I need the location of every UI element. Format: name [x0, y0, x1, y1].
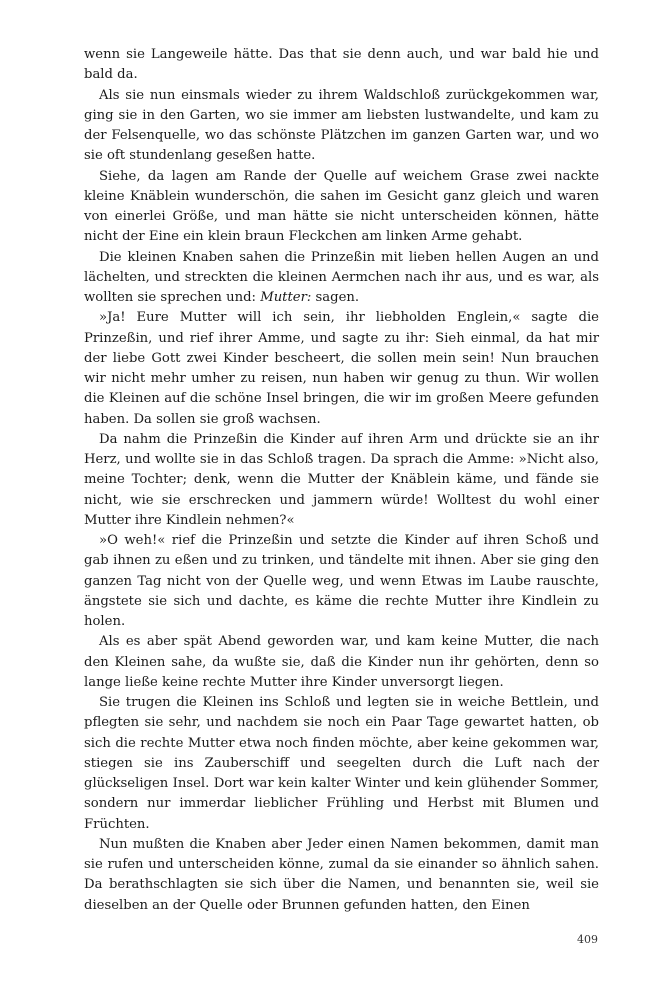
paragraph-2: Als sie nun einsmals wieder zu ihrem Waldschloß zurückgekommen war, ging sie in den Garten, wo sie immer am liebsten lustwandelte, und kam zu der Felsenquelle, wo das schönste Plätzchen im ganzen Garten war, und wo sie oft stundenlang geseßen hatte. — [84, 87, 599, 164]
paragraph-4-text-before: Die kleinen Knaben sahen die Prinzeßin mit lieben hellen Augen an und lächelten, und streckten die kleinen Aermchen nach ihr aus, und es war, als wollten sie sprechen und: — [84, 249, 599, 305]
paragraph-6: Da nahm die Prinzeßin die Kinder auf ihren Arm und drückte sie an ihr Herz, und wollte sie in das Schloß tragen. Da sprach die Amme: »Nicht also, meine Tochter; denk, wenn die Mutter der Knäblein käme, und fände sie nicht, wie sie erschrecken und jammern würde! Wolltest du wohl einer Mutter ihre Kindlein nehmen?« — [84, 431, 599, 528]
paragraph-10: Nun mußten die Knaben aber Jeder einen Namen bekommen, damit man sie rufen und unterscheiden könne, zumal da sie einander so ähnlich sahen. Da berathschlagten sie sich über die Namen, und benannten sie, weil sie dieselben an der Quelle oder Brunnen gefunden hatten, den Einen — [84, 836, 599, 913]
body-text — [84, 45, 599, 916]
page-number: 409 — [577, 933, 598, 946]
paragraph-9: Sie trugen die Kleinen ins Schloß und legten sie in weiche Bettlein, und pflegten sie sehr, und nachdem sie noch ein Paar Tage gewartet hatten, ob sich die rechte Mutter etwa noch finden möchte, aber keine gekommen war, stiegen sie ins Zauberschiff und seegelten durch die Luft nach der glückseligen Insel. Dort war kein kalter Winter und kein glühender Sommer, sondern nur immerdar lieblicher Frühling und Herbst mit Blumen und Früchten. — [84, 695, 599, 832]
paragraph-4 — [84, 248, 599, 309]
paragraph-3: Siehe, da lagen am Rande der Quelle auf weichem Grase zwei nackte kleine Knäblein wunderschön, die sahen im Gesicht ganz gleich und waren von einerlei Größe, und man hätte sie nicht unterscheiden können, hätte nicht der Eine ein klein braun Fleckchen am linken Arme gehabt. — [84, 168, 599, 245]
paragraph-4-text-after: sagen. — [311, 290, 360, 305]
paragraph-5: »Ja! Eure Mutter will ich sein, ihr liebholden Englein,« sagte die Prinzeßin, und rief ihrer Amme, und sagte zu ihr: Sieh einmal, da hat mir der liebe Gott zwei Kinder bescheert, die sollen mein sein! Nun brauchen wir nicht mehr umher zu reisen, nun haben wir genug zu thun. Wir wollen die Kleinen auf die schöne Insel bringen, die wir im großen Meere gefunden haben. Da sollen sie groß wachsen. — [84, 310, 599, 427]
paragraph-8: Als es aber spät Abend geworden war, und kam keine Mutter, die nach den Kleinen sahe, da wußte sie, daß die Kinder nun ihr gehörten, denn so lange ließe keine rechte Mutter ihre Kinder unversorgt liegen. — [84, 634, 599, 690]
paragraph-1: wenn sie Langeweile hätte. Das that sie denn auch, und war bald hie und bald da. — [84, 47, 599, 83]
paragraph-7: »O weh!« rief die Prinzeßin und setzte die Kinder auf ihren Schoß und gab ihnen zu eßen und zu trinken, und tändelte mit ihnen. Aber sie ging den ganzen Tag nicht von der Quelle weg, und wenn Etwas im Laube rauschte, ängstete sie sich und dachte, es käme die rechte Mutter ihre Kindlein zu holen. — [84, 533, 599, 629]
emphasis-mutter: Mutter: — [260, 290, 312, 305]
